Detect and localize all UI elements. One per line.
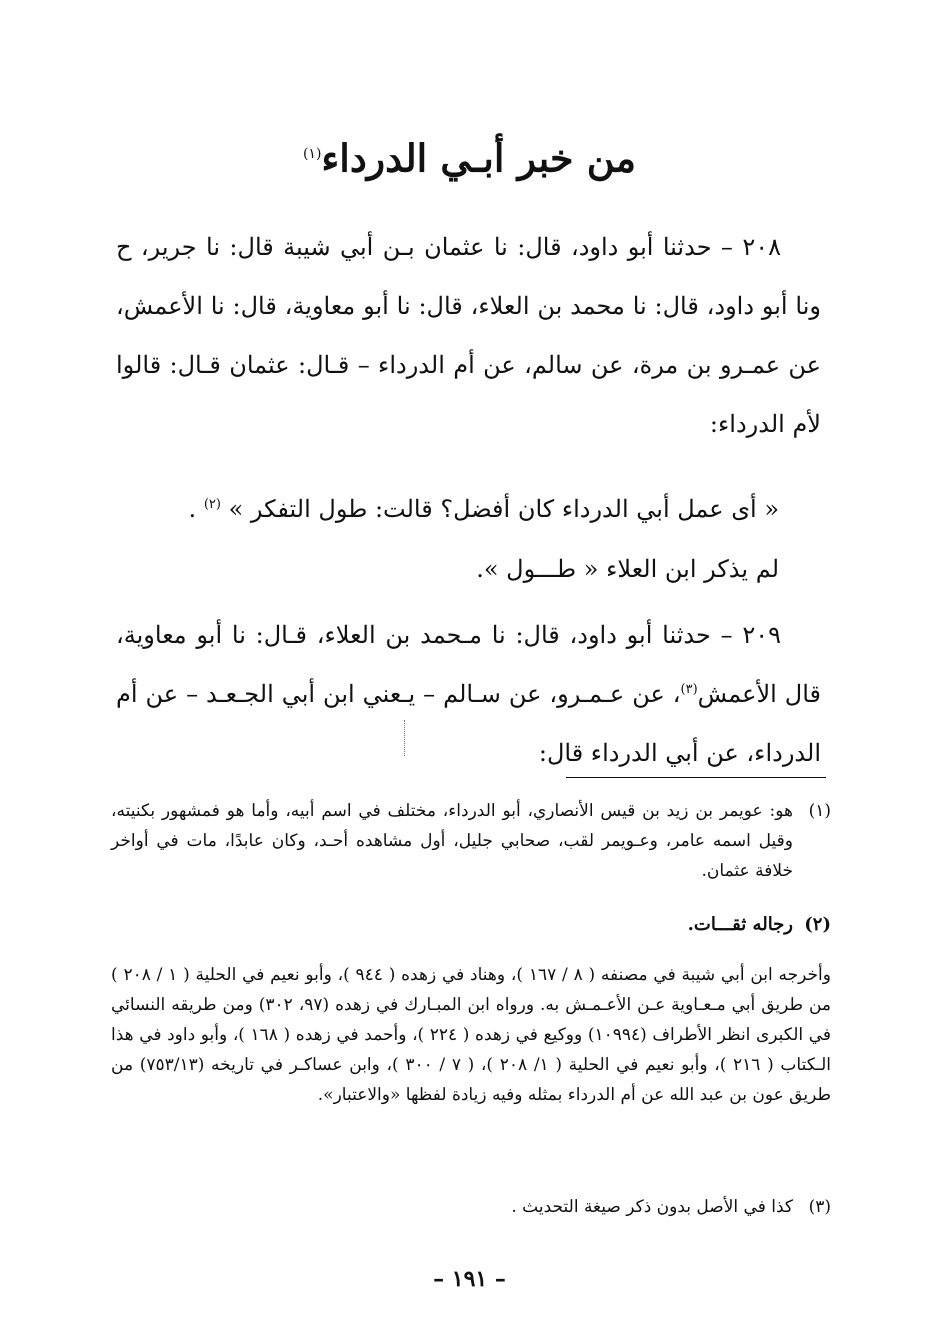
- quote-end: .: [188, 495, 204, 523]
- footnote-3-number: (٣): [808, 1197, 831, 1217]
- section-title-text: من خبر أبـي الدرداء: [321, 135, 637, 181]
- hadith-209-text-b: ، عن عـمـرو، عن سـالم – يـعني ابن أبي الجـعـد – عن أم الدرداء، عن أبي الدرداء قال:: [116, 680, 821, 767]
- hadith-209-paragraph: [116, 606, 821, 783]
- quote-line: [109, 480, 779, 539]
- scan-mark: [404, 720, 409, 756]
- note-line: لم يذكر ابن العلاء « طـــول ».: [476, 555, 779, 583]
- footnote-2-text: رجاله ثقـــات.: [687, 914, 793, 935]
- section-title: [0, 128, 939, 185]
- footnote-3: [111, 1192, 831, 1222]
- footnote-1-text: هو: عويمر بن زيد بن قيس الأنصاري، أبو الدرداء، مختلف في اسم أبيه، وأما هو فمشهور بكنيته، وقيل اسمه عامر، وعـويمر لقب، صحابي جليل، أول مشاهده أحـد، وكان عابدًا، مات في أواخر خلافة عثمان.: [111, 801, 793, 881]
- footnote-separator: [566, 777, 826, 778]
- page-number: – ١٩١ –: [433, 1266, 506, 1292]
- footnote-2: [111, 910, 831, 940]
- title-footnote-marker: (١): [302, 146, 322, 162]
- footnote-1: [111, 796, 831, 886]
- quote-footnote-marker: (٢): [203, 497, 221, 512]
- footnote-3-text: كذا في الأصل بدون ذكر صيغة التحديث .: [511, 1197, 793, 1217]
- quote-text: « أى عمل أبي الدرداء كان أفضل؟ قالت: طول التفكر »: [220, 495, 779, 523]
- footnote-2-body-text: وأخرجه ابن أبي شيبة في مصنفه ( ٨ / ١٦٧ )، وهناد في زهده ( ٩٤٤ )، وأبو نعيم في الحلية ( ١ / ٢٠٨ ) من طريق أبي مـعـاوية عـن الأعـمـش به. ورواه ابن المبـارك في زهده (٩٧، ٣٠٢) ومن طريقه النسائي في الكبرى انظر الأطراف (١٠٩٩٤) ووكيع في زهده ( ٢٢٤ )، وأحمد في زهده ( ١٦٨ )، وأبو داود في هذا الـكتاب ( ٢١٦ )، وأبو نعيم في الحلية ( ١/ ٢٠٨ )، ( ٧ / ٣٠٠ )، وابن عساكـر في تاريخه (٧٥٣/١٣) من طريق عون بن عبد الله عن أم الدرداء بمثله وفيه زيادة لفظها «والاعتبار».: [111, 965, 832, 1105]
- footnote-2-body: [111, 960, 831, 1110]
- footnote-2-number: (٢): [804, 914, 831, 935]
- hadith-209-text-a: ٢٠٩ – حدثنا أبو داود، قال: نا مـحمد بن العلاء، قـال: نا أبو معاوية، قال الأعمش: [116, 621, 821, 708]
- hadith-209-footnote-marker: (٣): [680, 682, 698, 697]
- footnote-1-number: (١): [808, 801, 831, 821]
- hadith-208-paragraph: ٢٠٨ – حدثنا أبو داود، قال: نا عثمان بـن أبي شيبة قال: نا جرير، ح ونا أبو داود، قال: نا محمد بن العلاء، قال: نا أبو معاوية، قال: نا الأعمش، عن عمـرو بن مرة، عن سالم، عن أم الدرداء – قـال: عثمان قـال: قالوا لأم الدرداء:: [116, 233, 821, 438]
